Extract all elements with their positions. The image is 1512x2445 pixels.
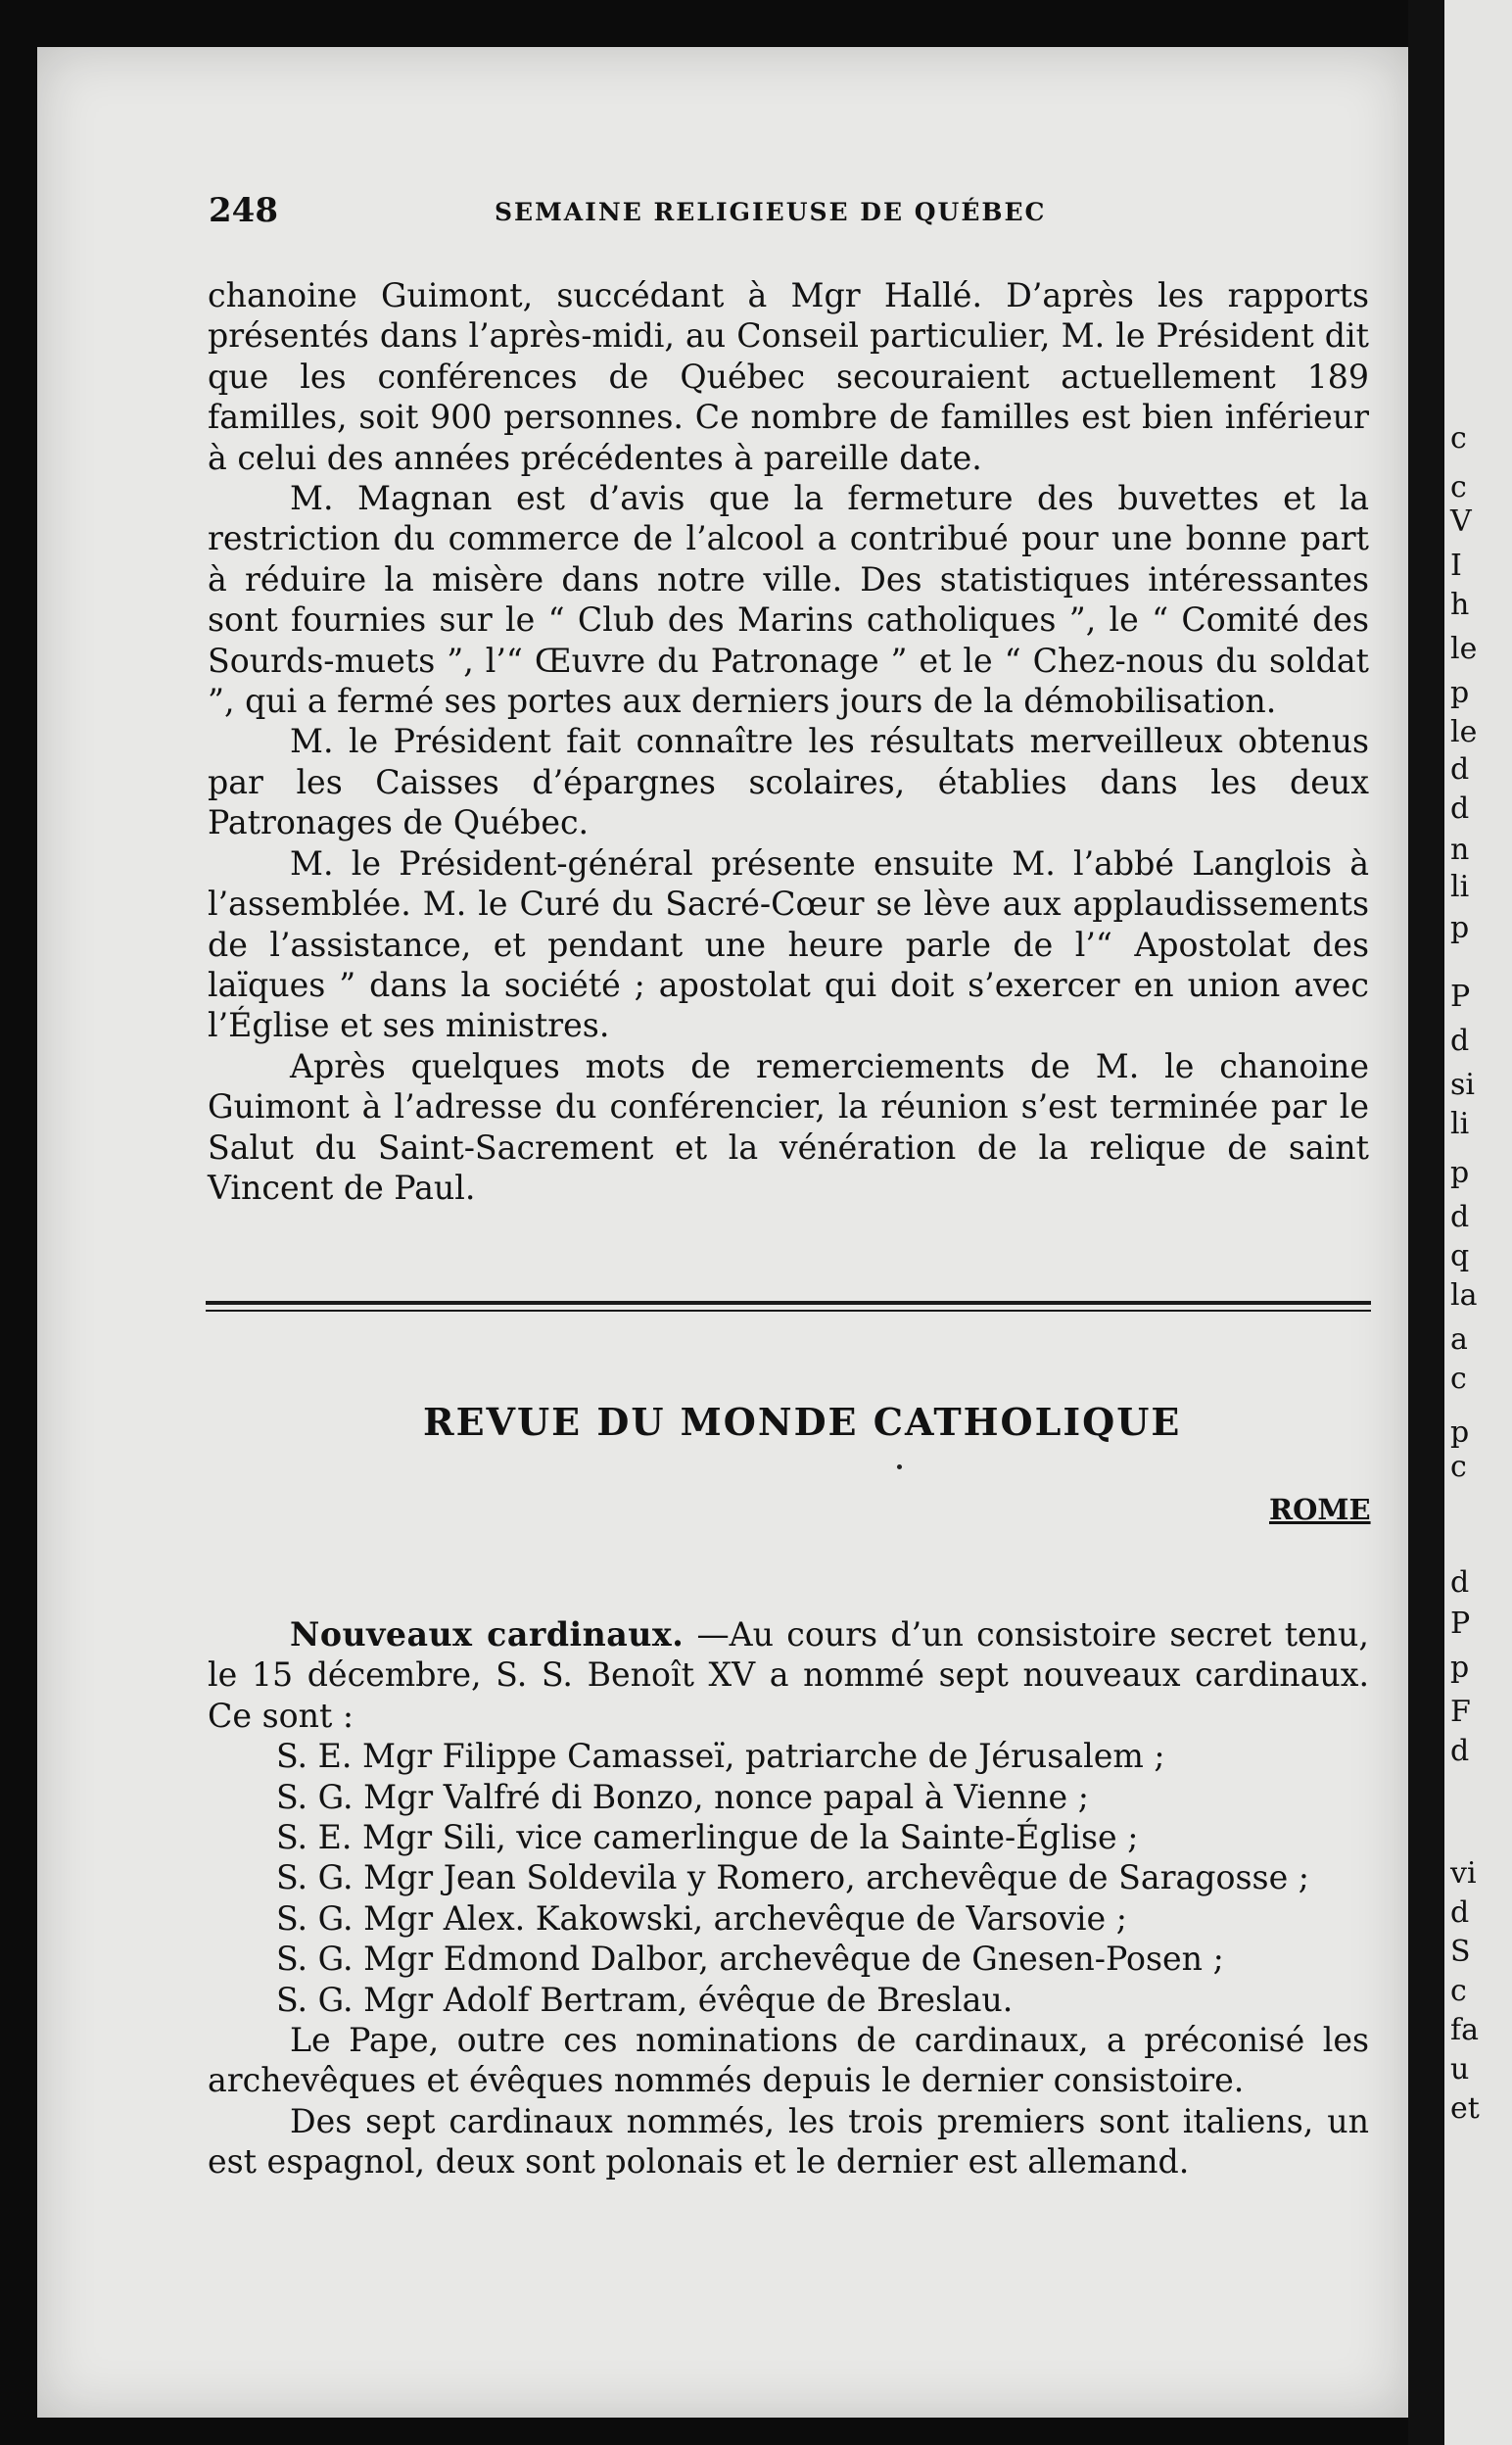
paragraph: M. Magnan est d’avis que la fermeture des buvettes et la restriction du commerce de l’alcool a contribué pour une bonne part à réduire la misère dans notre ville. Des statistiques intéressantes sont fournies sur le “ Club des Marins catholiques ”, le “ Comité des Sourds-muets ”, l’“ Œuvre du Patronage ” et le “ Chez-nous du soldat ”, qui a fermé ses portes aux derniers jours de la démobilisation.	[208, 479, 1369, 721]
page-gutter	[1408, 0, 1444, 2445]
paragraph: Des sept cardinaux nommés, les trois premiers sont italiens, un est espagnol, deux sont polonais et le dernier est allemand.	[208, 2101, 1369, 2181]
adjacent-page-edge	[1444, 0, 1512, 2445]
subsection-label: ROME	[1269, 1493, 1371, 1526]
paragraph-intro	[208, 1614, 1369, 1736]
section-catholic-world-review	[208, 1614, 1369, 2182]
adjacent-page-text-fragment: c	[1450, 1450, 1467, 1484]
adjacent-page-text-fragment: c	[1450, 421, 1467, 455]
adjacent-page-text-fragment: d	[1450, 752, 1470, 787]
adjacent-page-text-fragment: la	[1450, 1278, 1478, 1313]
adjacent-page-text-fragment: d	[1450, 1895, 1470, 1930]
adjacent-page-text-fragment: c	[1450, 1974, 1467, 2008]
adjacent-page-text-fragment: fa	[1450, 2013, 1479, 2047]
paragraph: chanoine Guimont, succédant à Mgr Hallé. D’après les rapports présentés dans l’après-midi, au Conseil particulier, M. le Président dit que les conférences de Québec secouraient actuellement 189 familles, soit 900 personnes. Ce nombre de familles est bien inférieur à celui des années précédentes à pareille date.	[208, 276, 1369, 477]
list-item: S. G. Mgr Alex. Kakowski, archevêque de Varsovie ;	[276, 1898, 1127, 1938]
adjacent-page-text-fragment: p	[1450, 1156, 1470, 1190]
ornament-dot	[897, 1464, 902, 1469]
adjacent-page-text-fragment: c	[1450, 1362, 1467, 1396]
adjacent-page-text-fragment: le	[1450, 632, 1478, 666]
list-item: S. G. Mgr Jean Soldevila y Romero, archevêque de Saragosse ;	[276, 1858, 1309, 1897]
list-item: S. E. Mgr Sili, vice camerlingue de la Sainte-Église ;	[276, 1818, 1139, 1857]
adjacent-page-text-fragment: d	[1450, 1734, 1470, 1768]
section-divider-rule	[206, 1301, 1371, 1305]
list-item: S. G. Mgr Valfré di Bonzo, nonce papal à Vienne ;	[276, 1777, 1089, 1816]
adjacent-page-text-fragment: si	[1450, 1068, 1475, 1102]
adjacent-page-text-fragment: p	[1450, 676, 1470, 710]
section-title: REVUE DU MONDE CATHOLIQUE	[423, 1400, 1182, 1444]
adjacent-page-text-fragment: P	[1450, 980, 1471, 1014]
adjacent-page-text-fragment: d	[1450, 1565, 1470, 1600]
adjacent-page-text-fragment: d	[1450, 791, 1470, 826]
running-head: SEMAINE RELIGIEUSE DE QUÉBEC	[495, 198, 1047, 226]
adjacent-page-text-fragment: p	[1450, 1415, 1470, 1450]
paragraph: M. le Président-général présente ensuite M. l’abbé Langlois à l’assemblée. M. le Curé du Sacré-Cœur se lève aux applaudissements de l’assistance, et pendant une heure parle de l’“ Apostolat des laïques ” dans la société ; apostolat qui doit s’exercer en union avec l’Église et ses ministres.	[208, 843, 1369, 1045]
adjacent-page-text-fragment: et	[1450, 2091, 1480, 2126]
adjacent-page-text-fragment: a	[1450, 1322, 1468, 1357]
adjacent-page-text-fragment: le	[1450, 715, 1478, 749]
adjacent-page-text-fragment: I	[1450, 549, 1462, 583]
paragraph: M. le Président fait connaître les résultats merveilleux obtenus par les Caisses d’épargnes scolaires, établies dans les deux Patronages de Québec.	[208, 722, 1369, 842]
paragraph: Le Pape, outre ces nominations de cardinaux, a préconisé les archevêques et évêques nommés depuis le dernier consistoire.	[208, 2021, 1369, 2100]
adjacent-page-text-fragment: li	[1450, 1107, 1470, 1141]
adjacent-page-text-fragment: p	[1450, 911, 1470, 945]
adjacent-page-text-fragment: d	[1450, 1024, 1470, 1058]
adjacent-page-text-fragment: P	[1450, 1606, 1471, 1641]
adjacent-page-text-fragment: q	[1450, 1239, 1470, 1273]
adjacent-page-text-fragment: d	[1450, 1200, 1470, 1234]
adjacent-page-text-fragment: p	[1450, 1651, 1470, 1685]
adjacent-page-text-fragment: V	[1450, 504, 1472, 539]
list-item: S. G. Mgr Adolf Bertram, évêque de Breslau.	[276, 1980, 1014, 2019]
adjacent-page-text-fragment: S	[1450, 1935, 1471, 1969]
adjacent-page-text-fragment: u	[1450, 2052, 1470, 2086]
page-number: 248	[209, 191, 278, 230]
list-item: S. E. Mgr Filippe Camasseï, patriarche de Jérusalem ;	[276, 1737, 1165, 1776]
lead-in-heading: Nouveaux cardinaux.	[290, 1615, 685, 1654]
list-item: S. G. Mgr Edmond Dalbor, archevêque de Gnesen-Posen ;	[276, 1940, 1224, 1979]
adjacent-page-text-fragment: n	[1450, 833, 1470, 867]
intro-text: —Au cours d’un consistoire secret tenu, le 15 décembre, S. S. Benoît XV a nommé sept nouveaux cardinaux. Ce sont :	[208, 1615, 1369, 1735]
adjacent-page-text-fragment: c	[1450, 470, 1467, 504]
paragraph: Après quelques mots de remerciements de M. le chanoine Guimont à l’adresse du conférencier, la réunion s’est terminée par le Salut du Saint-Sacrement et la vénération de la relique de saint Vincent de Paul.	[208, 1046, 1369, 1207]
adjacent-page-text-fragment: F	[1450, 1695, 1471, 1729]
section-conference-report	[208, 275, 1369, 1208]
adjacent-page-text-fragment: vi	[1450, 1856, 1477, 1891]
adjacent-page-text-fragment: li	[1450, 870, 1470, 904]
adjacent-page-text-fragment: h	[1450, 588, 1470, 622]
